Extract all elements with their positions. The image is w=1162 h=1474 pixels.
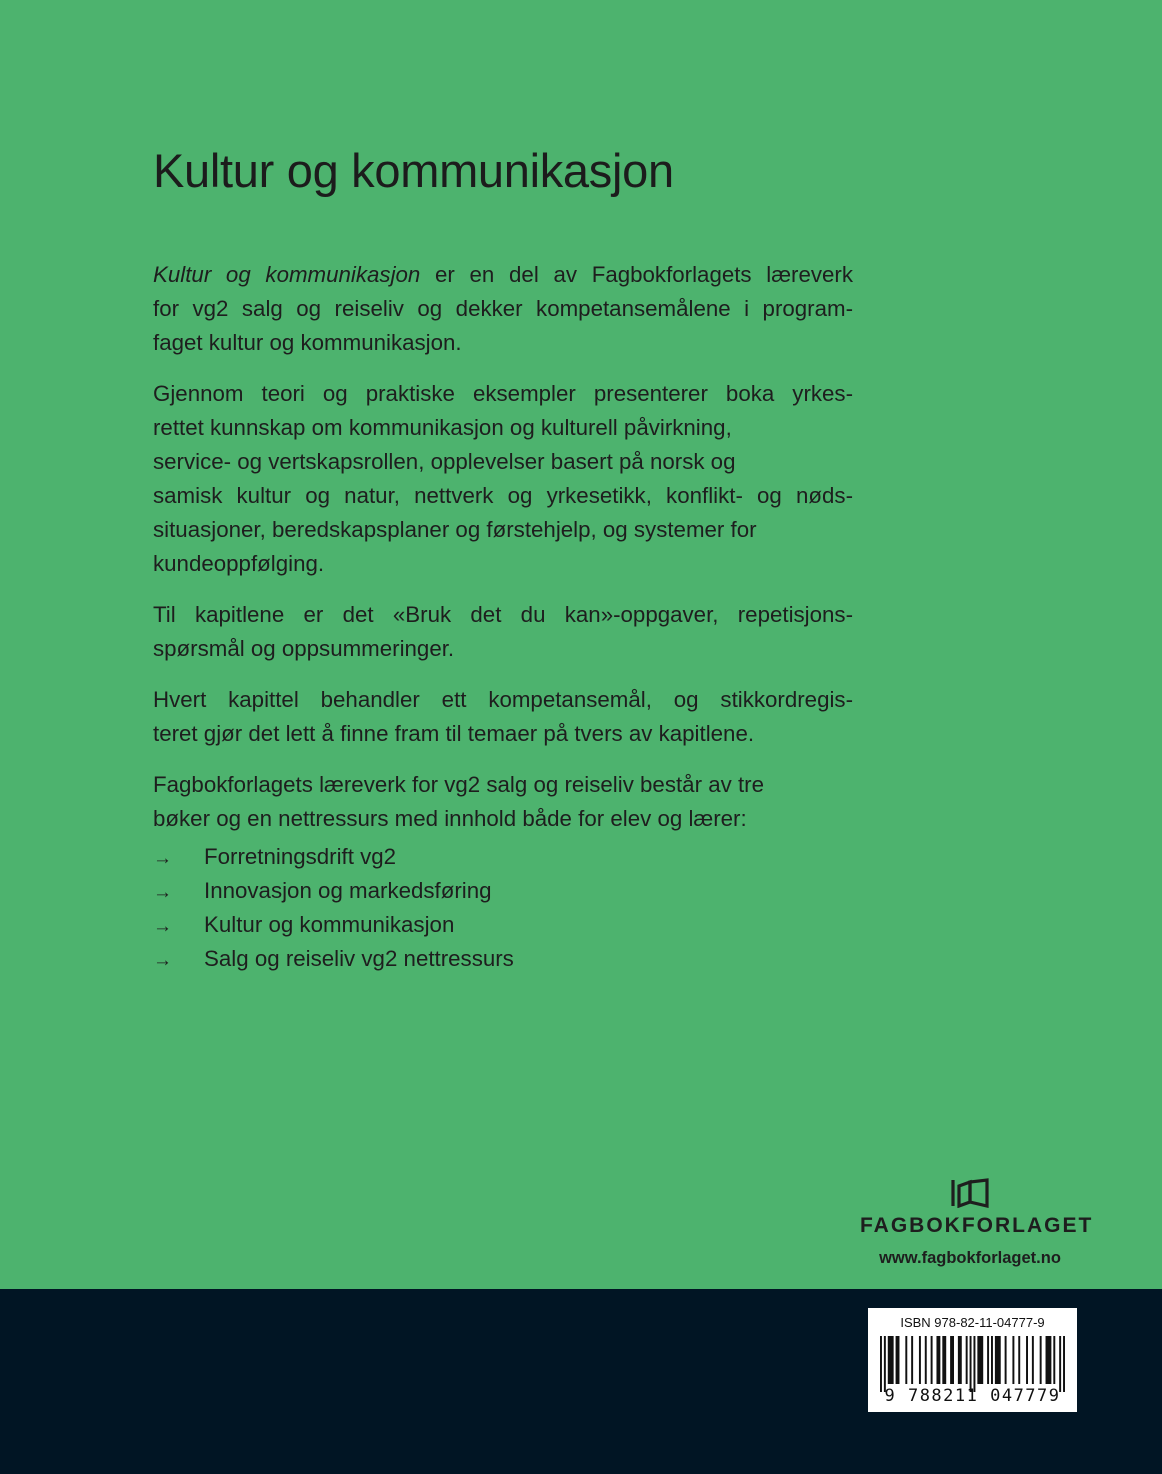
book-name: Kultur og kommunikasjon <box>204 912 455 937</box>
list-item <box>153 874 853 908</box>
book-name: Innovasjon og markedsføring <box>204 878 492 903</box>
chapters-line: teret gjør det lett å finne fram til temaer på tvers av kapitlene. <box>153 721 755 746</box>
barcode-bar <box>905 1336 907 1384</box>
intro-line-1 <box>153 258 853 292</box>
arrow-right-icon: → <box>153 848 172 869</box>
content-line: kundeoppfølging. <box>153 551 325 576</box>
barcode-digits: 9 788211 047779 <box>884 1386 1061 1406</box>
content-line: service- og vertskapsrollen, opplevelser basert på norsk og <box>153 449 736 474</box>
intro-line-3: faget kultur og kommunikasjon. <box>153 330 462 355</box>
barcode-bar <box>1040 1336 1042 1384</box>
barcode-bar <box>919 1336 921 1384</box>
barcode-bar <box>1012 1336 1014 1384</box>
book-name: Salg og reiseliv vg2 nettressurs <box>204 946 514 971</box>
intro-line-2: for vg2 salg og reiseliv og dekker kompetansemålene i program- <box>153 296 853 321</box>
barcode-bar <box>950 1336 954 1384</box>
barcode-bar <box>942 1336 946 1384</box>
intro-title-italic: Kultur og kommunikasjon <box>153 262 421 287</box>
book-name: Forretningsdrift vg2 <box>204 844 397 869</box>
exercises-line: spørsmål og oppsummeringer. <box>153 636 455 661</box>
book-title: Kultur og kommunikasjon <box>153 144 674 197</box>
arrow-right-icon: → <box>153 882 172 903</box>
content-line: samisk kultur og natur, nettverk og yrkesetikk, konflikt- og nøds- <box>153 483 853 508</box>
publisher-block <box>860 1178 1094 1268</box>
chapters-line: Hvert kapittel behandler ett kompetansemål, og stikkordregis- <box>153 687 853 712</box>
barcode-bar <box>987 1336 989 1384</box>
barcode-bar <box>911 1336 913 1384</box>
back-cover-text <box>153 258 853 976</box>
publisher-name: FAGBOKFORLAGET <box>860 1214 1094 1237</box>
barcode-bar <box>896 1336 900 1384</box>
content-line: situasjoner, beredskapsplaner og førstehjelp, og systemer for <box>153 517 757 542</box>
publisher-url: www.fagbokforlaget.no <box>879 1249 1061 1267</box>
isbn-label: ISBN 978-82-11-04777-9 <box>900 1315 1045 1330</box>
list-item <box>153 840 853 874</box>
barcode-bar <box>1032 1336 1034 1384</box>
book-logo-icon <box>950 1178 990 1208</box>
content-line: rettet kunnskap om kommunikasjon og kulturell påvirkning, <box>153 415 732 440</box>
barcode-bar <box>1053 1336 1055 1384</box>
list-item <box>153 908 853 942</box>
barcode-bar <box>936 1336 940 1384</box>
isbn-barcode <box>868 1308 1077 1412</box>
barcode-bar <box>973 1336 975 1392</box>
barcode-bar <box>958 1336 962 1384</box>
barcode-bar <box>966 1336 968 1384</box>
chapters-paragraph <box>153 683 853 751</box>
list-item <box>153 942 853 976</box>
exercises-line: Til kapitlene er det «Bruk det du kan»-oppgaver, repetisjons- <box>153 602 853 627</box>
arrow-right-icon: → <box>153 916 172 937</box>
content-line: Gjennom teori og praktiske eksempler presenterer boka yrkes- <box>153 381 853 406</box>
series-book-list <box>153 840 853 976</box>
exercises-paragraph <box>153 598 853 666</box>
arrow-right-icon: → <box>153 950 172 971</box>
barcode-bar <box>925 1336 927 1384</box>
series-line: Fagbokforlagets læreverk for vg2 salg og reiseliv består av tre <box>153 772 764 797</box>
barcode-bar <box>1063 1336 1065 1392</box>
barcode-bar <box>888 1336 894 1384</box>
content-paragraph <box>153 377 853 581</box>
barcode-bar <box>991 1336 993 1384</box>
series-paragraph <box>153 768 853 836</box>
barcode-bar <box>1005 1336 1007 1384</box>
barcode-bar <box>884 1336 886 1392</box>
intro-paragraph <box>153 258 853 360</box>
barcode-bar <box>1059 1336 1061 1392</box>
barcode-bar <box>995 1336 1001 1384</box>
barcode-bar <box>1018 1336 1020 1384</box>
barcode-bar <box>1026 1336 1028 1384</box>
series-line: bøker og en nettressurs med innhold både for elev og lærer: <box>153 806 747 831</box>
barcode-bar <box>880 1336 882 1392</box>
barcode-bar <box>977 1336 983 1384</box>
barcode-bar <box>1046 1336 1052 1384</box>
intro-line-1-rest: er en del av Fagbokforlagets læreverk <box>420 262 853 287</box>
barcode-bar <box>970 1336 972 1392</box>
barcode-bar <box>931 1336 933 1384</box>
